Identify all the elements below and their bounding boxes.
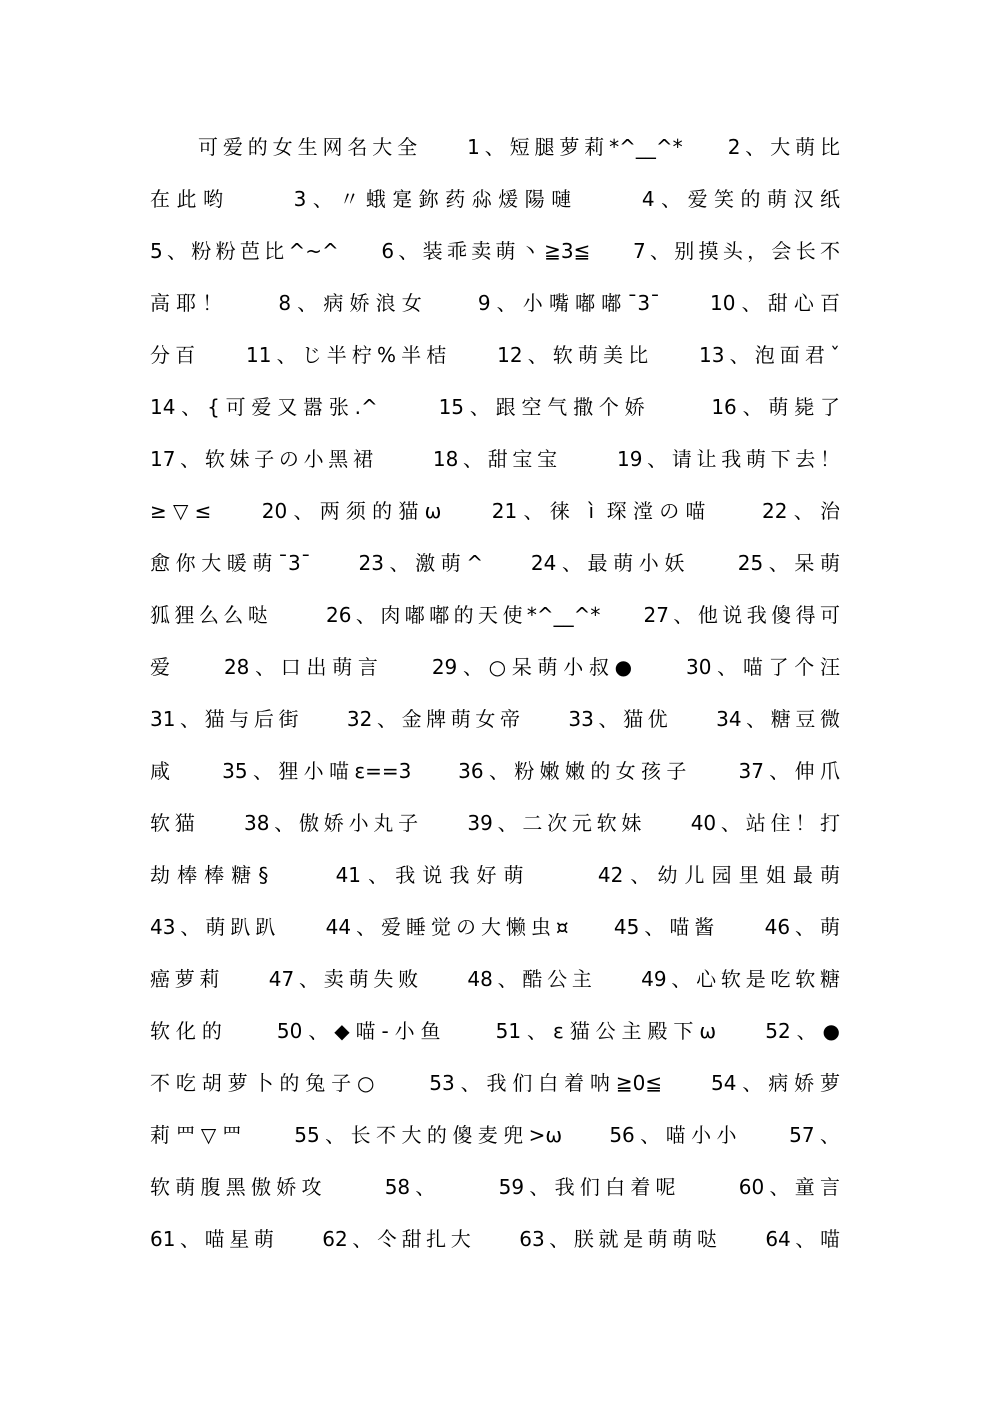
text-line: 可爱的女生网名大全 1、短腿萝莉*^__^* 2、大萌比 [198, 135, 840, 159]
text-line: 61、喵星萌 62、仒甜扎大 63、朕就是萌萌哒 64、喵 [150, 1227, 840, 1251]
text-line: 在此哟 3、〃蛾寔鉨药尛煖陽嗹 4、爱笑的萌汉纸 [150, 187, 840, 211]
text-line: 43、萌趴趴 44、爱睡觉の大懒虫¤ 45、喵酱 46、萌 [150, 915, 840, 939]
text-line: 爱 28、口出萌言 29、○呆萌小叔● 30、喵了个汪 [150, 655, 840, 679]
text-line: 14、{可爱又嚣张.^ 15、跟空气撒个娇 16、萌毙了 [150, 395, 840, 419]
text-line: 癌萝莉 47、卖萌失败 48、酷公主 49、心软是吃软糖 [150, 967, 840, 991]
text-line: 软萌腹黑傲娇攻 58、 59、我们白着呢 60、童言 [150, 1175, 840, 1199]
text-line: 软猫 38、傲娇小丸子 39、二次元软妹 40、站住！打 [150, 811, 840, 835]
text-line: 分百 11、じ半柠%半桔 12、软萌美比 13、泡面君ˇ [150, 343, 840, 367]
text-line: 17、软妹子の小黑裙 18、甜宝宝 19、请让我萌下去！ [150, 447, 840, 471]
text-line: ≥▽≤ 20、两须的猫ω 21、徕 ì 琛漟の喵 22、治 [150, 499, 840, 523]
text-line: 咸 35、狸小喵ε==3 36、粉嫩嫩的女孩子 37、伸爪 [150, 759, 840, 783]
text-line: 31、猫与后街 32、金牌萌女帝 33、猫优 34、糖豆微 [150, 707, 840, 731]
text-line: 莉罒▽罒 55、长不大的傻麦兜>ω 56、喵小小 57、 [150, 1123, 840, 1147]
text-line: 狐狸么么哒 26、肉嘟嘟的天使*^__^* 27、他说我傻得可 [150, 603, 840, 627]
document-body [150, 133, 840, 1277]
text-line: 5、粉粉芭比^~^ 6、装乖卖萌丶≧3≦ 7、别摸头，会长不 [150, 239, 840, 263]
text-line: 劫棒棒糖§ 41、我说我好萌 42、幼儿园里姐最萌 [150, 863, 840, 887]
text-line: 不吃胡萝卜的兔子○ 53、我们白着呐≧0≦ 54、病娇萝 [150, 1071, 840, 1095]
text-line: 软化的 50、◆喵-小鱼 51、ε猫公主殿下ω 52、● [150, 1019, 840, 1043]
text-line: 愈你大暖萌¯3¯ 23、激萌^ 24、最萌小妖 25、呆萌 [150, 551, 840, 575]
text-line: 高耶！ 8、病娇浪女 9、小嘴嘟嘟¯3¯ 10、甜心百 [150, 291, 840, 315]
